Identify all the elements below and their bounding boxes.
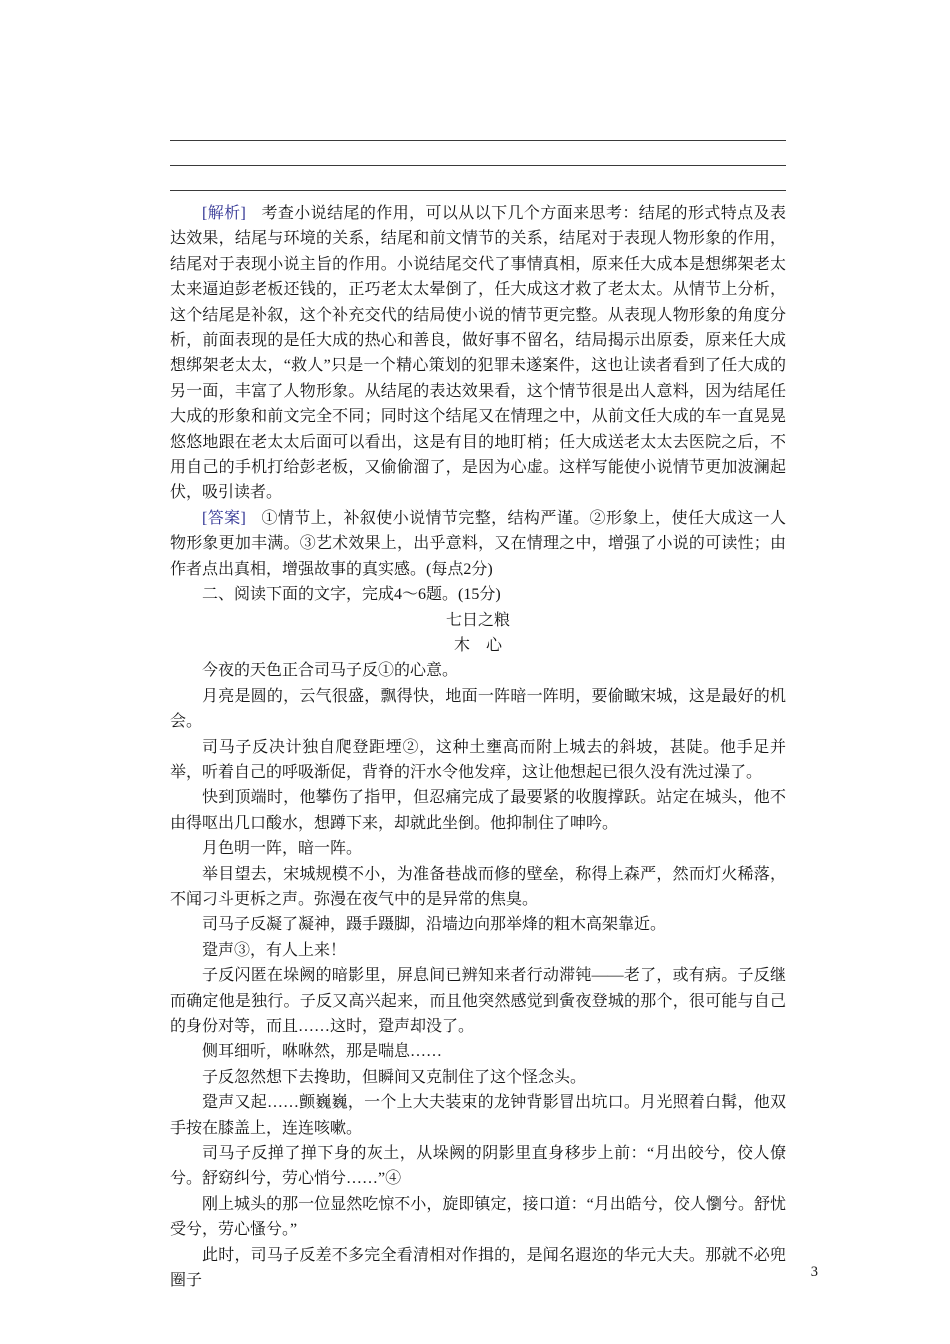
story-paragraph: 司马子反掸了掸下身的灰土，从垛阙的阴影里直身移步上前：“月出皎兮，佼人僚兮。舒窈纠兮，劳心悄兮……”④ xyxy=(170,1145,786,1188)
story-paragraph: 跫声③，有人上来！ xyxy=(202,941,347,959)
answer-line-1 xyxy=(170,116,786,141)
answer-line-2 xyxy=(170,141,786,166)
analysis-text: 考查小说结尾的作用，可以从以下几个方面来思考：结尾的形式特点及表达效果，结尾与环境的关系，结尾和前文情节的关系，结尾对于表现人物形象的作用，结尾对于表现小说主旨的作用。小说结尾交代了事情真相，原来任大成本是想绑架老太太来逼迫彭老板还钱的，正巧老太太晕倒了，任大成这才救了老太太。从情节上分析，这个结尾是补叙，这个补充交代的结局使小说的情节更完整。从表现人物形象的角度分析，前面表现的是任大成的热心和善良，做好事不留名，结局揭示出原委，原来任大成想绑架老太太，“救人”只是一个精心策划的犯罪未遂案件，这也让读者看到了任大成的另一面，丰富了人物形象。从结尾的表达效果看，这个情节很是出人意料，因为结尾任大成的形象和前文完全不同；同时这个结尾又在情理之中，从前文任大成的车一直晃晃悠悠地跟在老太太后面可以看出，这是有目的地盯梢；任大成送老太太去医院之后，不用自己的手机打给彭老板，又偷偷溜了，是因为心虚。这样写能使小说情节更加波澜起伏，吸引读者。 xyxy=(170,205,786,502)
section-heading: 二、阅读下面的文字，完成4～6题。(15分) xyxy=(202,586,501,604)
story-paragraph: 快到顶端时，他攀伤了指甲，但忍痛完成了最要紧的收腹撑跃。站定在城头，他不由得呕出几口酸水，想蹲下来，却就此坐倒。他抑制住了呻吟。 xyxy=(170,789,786,832)
story-paragraph: 举目望去，宋城规模不小，为准备巷战而修的壁垒，称得上森严，然而灯火稀落，不闻刁斗更柝之声。弥漫在夜气中的是异常的焦臭。 xyxy=(170,865,786,908)
story-paragraph: 月色明一阵，暗一阵。 xyxy=(202,840,363,858)
story-paragraph: 此时，司马子反差不多完全看清相对作揖的，是闻名遐迩的华元大夫。那就不必兜圈子 xyxy=(170,1246,786,1290)
story-paragraph: 侧耳细听，咻咻然，那是喘息…… xyxy=(202,1043,443,1061)
story-paragraph: 司马子反凝了凝神，蹑手蹑脚，沿墙边向那举烽的粗木高架靠近。 xyxy=(202,916,667,934)
page-content xyxy=(170,116,786,1293)
story-paragraph: 跫声又起……颤巍巍，一个上大夫装束的龙钟背影冒出坑口。月光照着白髯，他双手按在膝盖上，连连咳嗽。 xyxy=(170,1094,786,1137)
analysis-label: [解析] xyxy=(202,205,246,222)
page-number: 3 xyxy=(810,1264,818,1280)
story-paragraph: 刚上城头的那一位显然吃惊不小，旋即镇定，接口道：“月出皓兮，佼人懰兮。舒忧受兮，劳心慅兮。” xyxy=(170,1195,786,1239)
story-title: 七日之粮 xyxy=(445,611,510,629)
analysis-paragraph xyxy=(170,201,786,506)
story-paragraph: 子反忽然想下去搀助，但瞬间又克制住了这个怪念头。 xyxy=(202,1068,587,1086)
story-paragraph: 月亮是圆的，云气很盛，飘得快，地面一阵暗一阵明，要偷瞰宋城，这是最好的机会。 xyxy=(170,687,786,731)
story-paragraph: 今夜的天色正合司马子反①的心意。 xyxy=(202,662,459,680)
answer-writing-lines xyxy=(170,116,786,191)
story-author: 木 心 xyxy=(453,636,502,654)
story-paragraph: 子反闪匿在垛阙的暗影里，屏息间已辨知来者行动滞钝——老了，或有病。子反继而确定他是独行。子反又高兴起来，而且他突然感觉到夤夜登城的那个，很可能与自己的身份对等，而且……这时，跫声却没了。 xyxy=(170,967,786,1035)
answer-text: ①情节上，补叙使小说情节完整，结构严谨。②形象上，使任大成这一人物形象更加丰满。③艺术效果上，出乎意料，又在情理之中，增强了小说的可读性；由作者点出真相，增强故事的真实感。(每点2分) xyxy=(170,509,786,578)
answer-label: [答案] xyxy=(202,509,246,527)
story-paragraph: 司马子反决计独自爬登距堙②，这种土壅高而附上城去的斜坡，甚陡。他手足并举，听着自己的呼吸渐促，背脊的汗水令他发痒，这让他想起已很久没有洗过澡了。 xyxy=(170,738,786,781)
answer-paragraph xyxy=(170,506,786,582)
answer-line-3 xyxy=(170,166,786,191)
